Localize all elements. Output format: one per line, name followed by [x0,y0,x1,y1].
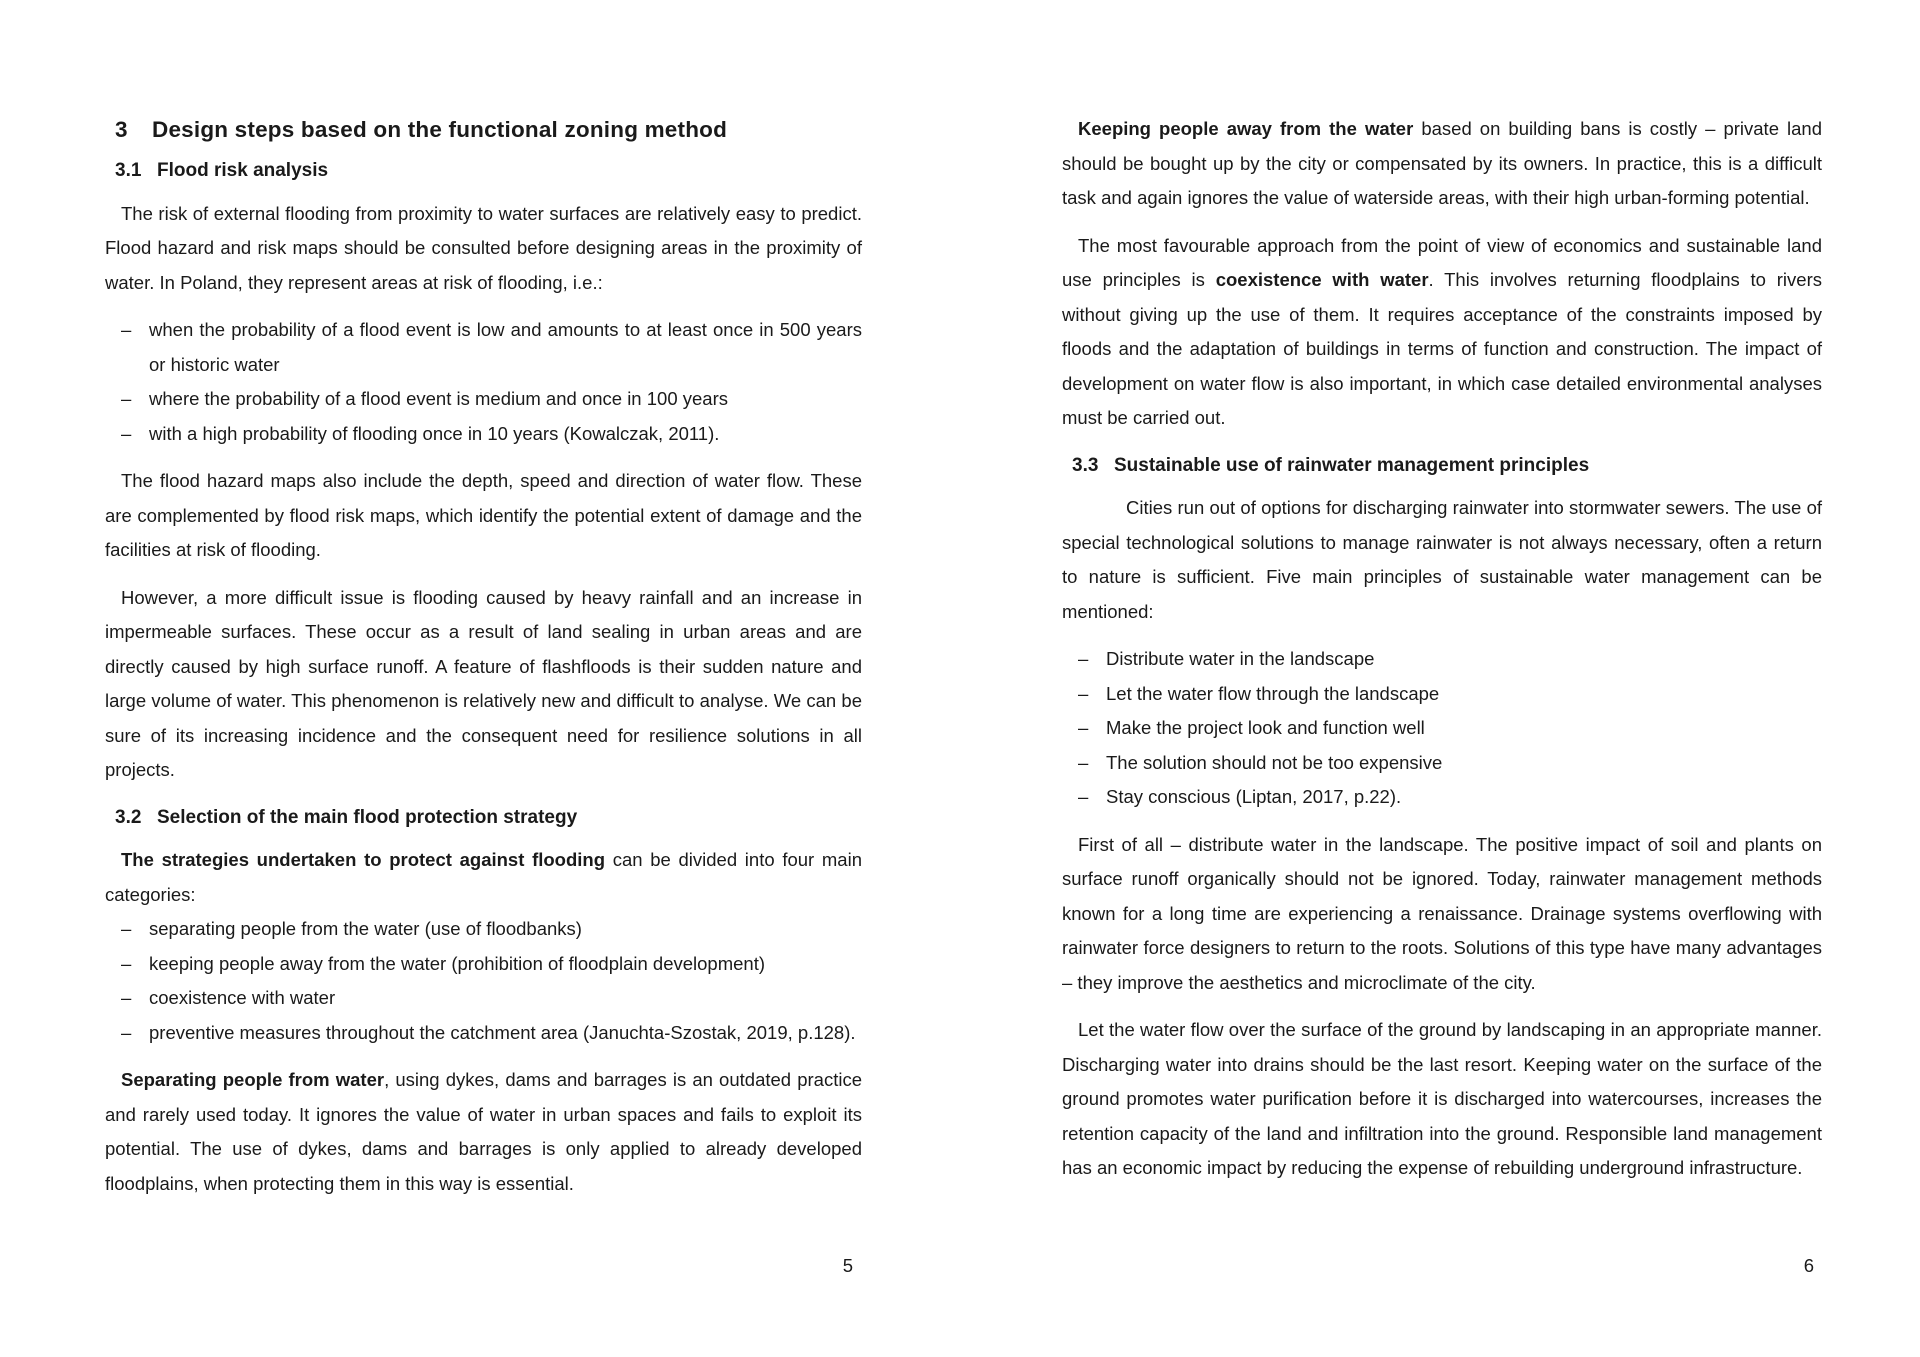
section-number: 3.1 [115,160,142,181]
page-number-right: 6 [1803,1255,1814,1276]
list-item-text: keeping people away from the water (prohibition of floodplain development) [149,952,766,974]
page-left [105,112,862,1214]
bullet-dash: – [1078,717,1089,738]
bullet-dash: – [121,1021,132,1043]
list-item [1062,642,1822,677]
list-item-text: where the probability of a flood event is medium and once in 100 years [149,388,728,409]
list-item [105,981,862,1016]
list-item-text: Stay conscious (Liptan, 2017, p.22). [1106,786,1402,807]
paragraph-text: can be divided into four main categories: [105,849,862,905]
bold-lead: Separating people from water [121,1069,385,1090]
list-item-text: separating people from the water (use of floodbanks) [149,918,582,939]
section-heading-3-2 [105,801,862,836]
page-right [1062,112,1822,1199]
paragraph [105,843,862,912]
paragraph-text: The most favourable approach from the point of view of economics and sustainable land use principles is [1062,234,1822,290]
bullet-dash: – [1078,751,1089,773]
paragraph-text: . This involves returning floodplains to rivers without giving up the use of them. It requires acceptance of the constraints imposed by floods and the adaptation of buildings in terms of function and construction. The impact of development on water flow is also important, in which case detailed environmental analyses must be carried out. [1062,269,1822,428]
paragraph [1062,112,1822,216]
paragraph-text: , using dykes, dams and barrages is an outdated practice and rarely used today. It ignores the value of water in urban spaces and fails to exploit its potential. The use of dykes, dams and barrages is only applied to already developed floodplains, when protecting them in this way is essential. [105,1069,862,1194]
section-heading-3-3 [1062,449,1822,484]
list-item-text: with a high probability of flooding once in 10 years (Kowalczak, 2011). [149,422,720,444]
bullet-dash: – [1078,682,1089,704]
chapter-title: Design steps based on the functional zoning method [152,117,728,142]
list-item [105,1016,862,1051]
list-item-text: Make the project look and function well [1106,717,1425,738]
bullet-list [1062,642,1822,815]
paragraph: However, a more difficult issue is flooding caused by heavy rainfall and an increase in impermeable surfaces. These occur as a result of land sealing in urban areas and are directly caused by high surface runoff. A feature of flashfloods is their sudden nature and large volume of water. This phenomenon is relatively new and difficult to analyse. We can be sure of its increasing incidence and the consequent need for resilience solutions in all projects. [105,586,862,780]
list-item [1062,677,1822,712]
paragraph-text: based on building bans is costly – private land should be bought up by the city or compensated by its owners. In practice, this is a difficult task and again ignores the value of waterside areas, with their high urban-forming potential. [1062,118,1823,208]
list-item-text: preventive measures throughout the catchment area (Januchta-Szostak, 2019, p.128). [149,1021,856,1043]
list-item [105,417,862,452]
list-item [105,382,862,417]
section-heading-3-1 [105,154,862,189]
bold-phrase: coexistence with water [1215,269,1429,290]
paragraph [1062,229,1822,436]
bold-lead: The strategies undertaken to protect against flooding [121,849,606,870]
paragraph: Cities run out of options for discharging rainwater into stormwater sewers. The use of special technological solutions to manage rainwater is not always necessary, often a return to nature is sufficient. Five main principles of sustainable water management can be mentioned: [1062,497,1822,622]
bullet-dash: – [121,918,132,939]
bullet-list [105,313,862,451]
list-item [105,313,862,382]
paragraph: The flood hazard maps also include the depth, speed and direction of water flow. These are complemented by flood risk maps, which identify the potential extent of damage and the facilities at risk of flooding. [105,470,862,560]
chapter-number: 3 [115,117,128,142]
paragraph: The risk of external flooding from proximity to water surfaces are relatively easy to predict. Flood hazard and risk maps should be consulted before designing areas in the proximity of water. In Poland, they represent areas at risk of flooding, i.e.: [105,202,862,293]
list-item [1062,780,1822,815]
bullet-dash: – [1078,786,1089,807]
section-title: Selection of the main flood protection strategy [157,806,578,828]
section-number: 3.2 [115,806,142,828]
bullet-dash: – [121,952,132,974]
section-title: Flood risk analysis [157,160,329,181]
list-item [105,947,862,982]
bullet-dash: – [121,388,132,409]
list-item-text: when the probability of a flood event is low and amounts to at least once in 500 years or historic water [149,319,862,375]
list-item [105,912,862,947]
section-title: Sustainable use of rainwater management principles [1114,454,1590,476]
bullet-dash: – [121,987,132,1008]
bullet-dash: – [121,319,132,340]
bold-lead: Keeping people away from the water [1078,118,1414,139]
bullet-dash: – [1078,648,1089,669]
paragraph [105,1063,862,1201]
list-item-text: coexistence with water [149,987,336,1008]
paragraph: First of all – distribute water in the landscape. The positive impact of soil and plants on surface runoff organically should not be ignored. Today, rainwater management methods known for a long time are experiencing a renaissance. Drainage systems overflowing with rainwater force designers to return to the roots. Solutions of this type have many advantages – they improve the aesthetics and microclimate of the city. [1062,833,1822,993]
list-item [1062,711,1822,746]
paragraph: Let the water flow over the surface of the ground by landscaping in an appropriate manner. Discharging water into drains should be the last resort. Keeping water on the surface of the ground promotes water purification before it is discharged into watercourses, increases the retention capacity of the land and infiltration into the ground. Responsible land management has an economic impact by reducing the expense of rebuilding underground infrastructure. [1062,1019,1822,1178]
chapter-heading [105,112,862,148]
bullet-dash: – [121,422,132,444]
list-item-text: Let the water flow through the landscape [1106,682,1440,704]
list-item-text: Distribute water in the landscape [1106,648,1375,669]
list-item-text: The solution should not be too expensive [1106,751,1443,773]
bullet-list [105,912,862,1050]
list-item [1062,746,1822,781]
section-number: 3.3 [1072,454,1099,476]
page-number-left: 5 [842,1255,853,1276]
